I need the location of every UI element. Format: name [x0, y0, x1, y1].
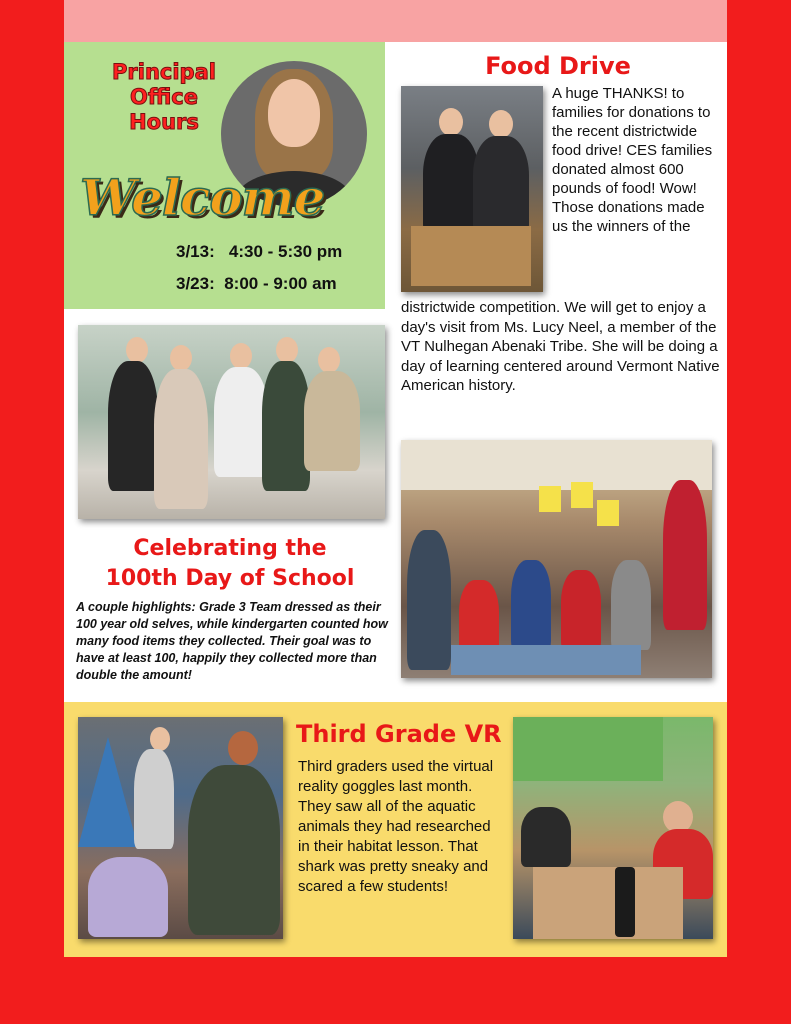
grade3-team-photo	[78, 325, 385, 519]
person-head	[170, 345, 192, 371]
celebrating-text: A couple highlights: Grade 3 Team dressed as their 100 year old selves, while kindergarten counted how many food items they collected. Their goal was to have at least 100, happily they collected more than double the amount!	[76, 600, 388, 682]
person-head	[489, 110, 513, 138]
person-figure	[262, 361, 310, 491]
person-figure	[473, 136, 529, 234]
vr-classroom-photo-left	[78, 717, 283, 939]
person-head	[150, 727, 170, 751]
food-drive-text-top: A huge THANKS! to families for donations to the recent districtwide food drive! CES families donated almost 600 pounds of food! Wow! Those donations made us the winners of the	[552, 85, 713, 235]
person-head	[126, 337, 148, 363]
food-items-pile	[451, 645, 641, 675]
person-figure	[108, 361, 158, 491]
top-banner-strip	[64, 0, 727, 42]
child-figure	[611, 560, 651, 650]
water-bottle	[615, 867, 635, 937]
food-drive-text-bottom: districtwide competition. We will get to enjoy a day's visit from Ms. Lucy Neel, a member of the VT Nulhegan Abenaki Tribe. She will be doing a day of learning centered around Vermont Native American history.	[401, 299, 720, 394]
child-figure	[88, 857, 168, 937]
food-boxes	[411, 226, 531, 286]
child-figure	[511, 560, 551, 650]
person-figure	[154, 369, 208, 509]
person-head	[230, 343, 252, 369]
person-head	[439, 108, 463, 136]
office-hours-time: 4:30 - 5:30 pm	[228, 242, 343, 261]
adult-figure	[663, 480, 707, 630]
portrait-face	[268, 79, 320, 147]
vr-classroom-photo-right	[513, 717, 713, 939]
number-sign	[571, 482, 593, 508]
person-figure	[423, 134, 479, 234]
welcome-script: Welcome	[80, 168, 325, 227]
classroom-wall	[401, 440, 712, 490]
title-line: Celebrating the	[133, 536, 327, 561]
child-figure	[134, 749, 174, 849]
person-figure	[214, 367, 268, 477]
food-drive-title: Food Drive	[485, 52, 631, 80]
adult-figure	[188, 765, 280, 935]
principal-office-hours-title	[94, 60, 234, 135]
person-head	[318, 347, 340, 373]
child-figure	[407, 530, 451, 670]
number-sign	[597, 500, 619, 526]
third-grade-vr-title: Third Grade VR	[296, 720, 502, 748]
title-line: Principal	[112, 60, 216, 84]
child-figure	[561, 570, 601, 650]
tent	[78, 737, 138, 847]
child-figure	[521, 807, 571, 867]
office-hours-time: 8:00 - 9:00 am	[224, 274, 337, 293]
kindergarten-food-count-photo	[401, 440, 712, 678]
third-grade-vr-text: Third graders used the virtual reality goggles last month. They saw all of the aquatic animals they had researched in their habitat lesson. That shark was pretty sneaky and scared a few students!	[298, 758, 494, 895]
food-drive-photo	[401, 86, 543, 292]
person-head	[276, 337, 298, 363]
person-figure	[304, 371, 360, 471]
number-sign	[539, 486, 561, 512]
office-hours-date: 3/23:	[176, 274, 215, 293]
office-hours-row	[176, 242, 376, 262]
wall-mural	[513, 717, 663, 781]
office-hours-date: 3/13:	[176, 242, 215, 261]
title-line: 100th Day of School	[105, 566, 355, 591]
person-head	[228, 731, 258, 765]
celebrating-title	[82, 534, 378, 594]
office-hours-row	[176, 274, 376, 294]
title-line: Office	[130, 85, 198, 109]
table	[533, 867, 683, 939]
title-line: Hours	[129, 110, 199, 134]
